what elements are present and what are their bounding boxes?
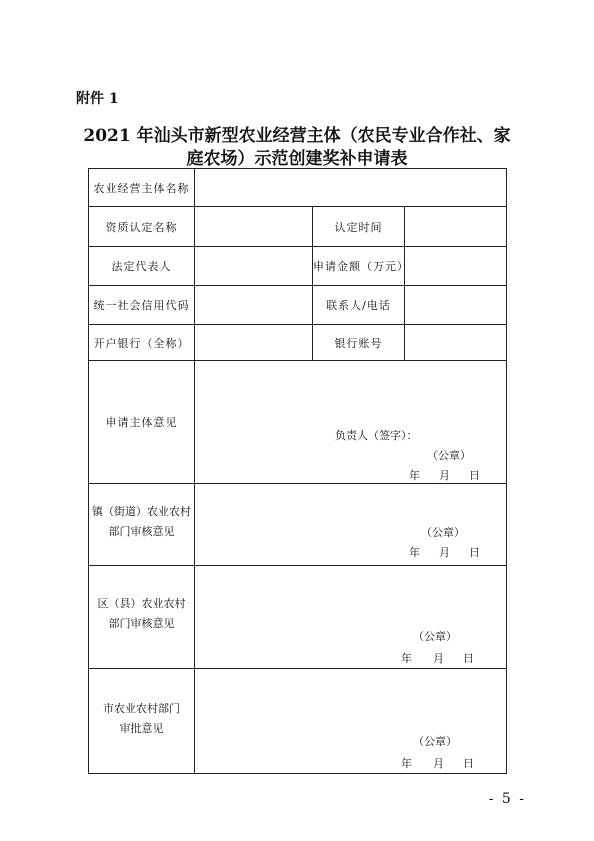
contact-label: 联系人/电话: [313, 286, 405, 325]
month-label: 月: [439, 546, 450, 559]
year-label: 年: [409, 469, 420, 482]
entity-name-field[interactable]: [195, 169, 507, 207]
bank-label: 开户银行（全称）: [89, 325, 195, 361]
district-label-line1: 区（县）农业农村: [97, 597, 186, 610]
year-label: 年: [409, 546, 420, 559]
amount-field[interactable]: [405, 247, 507, 286]
seal-label: （公章）: [413, 630, 457, 643]
bank-field[interactable]: [195, 325, 313, 361]
seal-label: （公章）: [413, 735, 457, 748]
applicant-opinion-field[interactable]: [195, 361, 507, 484]
month-label: 月: [439, 469, 450, 482]
amount-label: 申请金额（万元）: [313, 247, 405, 286]
page-number: - 5 -: [488, 791, 526, 807]
table-row: [89, 484, 507, 566]
credit-code-label: 统一社会信用代码: [89, 286, 195, 325]
table-row: [89, 566, 507, 669]
district-opinion-label: [89, 566, 195, 669]
legal-rep-field[interactable]: [195, 247, 313, 286]
district-label-line2: 部门审核意见: [108, 617, 175, 630]
town-label-line1: 镇（街道）农业农村: [92, 505, 191, 518]
day-label: 日: [469, 469, 480, 482]
legal-rep-label: 法定代表人: [89, 247, 195, 286]
application-form-table: [88, 168, 507, 774]
seal-label: （公章）: [421, 526, 465, 539]
year-label: 年: [401, 652, 412, 665]
account-label: 银行账号: [313, 325, 405, 361]
table-row: [89, 247, 507, 286]
entity-name-label: 农业经营主体名称: [89, 169, 195, 207]
day-label: 日: [469, 546, 480, 559]
attachment-label: 附件 1: [76, 91, 119, 107]
qualification-label: 资质认定名称: [89, 207, 195, 247]
day-label: 日: [463, 757, 474, 770]
form-title-line2: 庭农场）示范创建奖补申请表: [186, 149, 408, 169]
table-row: [89, 669, 507, 774]
form-title-line1: 2021 年汕头市新型农业经营主体（农民专业合作社、家: [83, 126, 511, 146]
cert-time-label: 认定时间: [313, 207, 405, 247]
cert-time-field[interactable]: [405, 207, 507, 247]
city-opinion-field[interactable]: [195, 669, 507, 774]
year-label: 年: [401, 757, 412, 770]
credit-code-field[interactable]: [195, 286, 313, 325]
town-opinion-label: [89, 484, 195, 566]
applicant-opinion-label: 申请主体意见: [89, 361, 195, 484]
contact-field[interactable]: [405, 286, 507, 325]
table-row: [89, 207, 507, 247]
table-row: [89, 325, 507, 361]
month-label: 月: [433, 652, 444, 665]
day-label: 日: [463, 652, 474, 665]
town-label-line2: 部门审核意见: [108, 525, 175, 538]
signer-label: 负责人（签字）：: [335, 429, 418, 442]
table-row: [89, 169, 507, 207]
district-opinion-field[interactable]: [195, 566, 507, 669]
town-opinion-field[interactable]: [195, 484, 507, 566]
month-label: 月: [433, 757, 444, 770]
qualification-field[interactable]: [195, 207, 313, 247]
city-label-line1: 市农业农村部门: [103, 702, 180, 715]
city-label-line2: 审批意见: [119, 722, 164, 735]
table-row: [89, 361, 507, 484]
table-row: [89, 286, 507, 325]
seal-label: （公章）: [427, 449, 471, 462]
account-field[interactable]: [405, 325, 507, 361]
city-opinion-label: [89, 669, 195, 774]
